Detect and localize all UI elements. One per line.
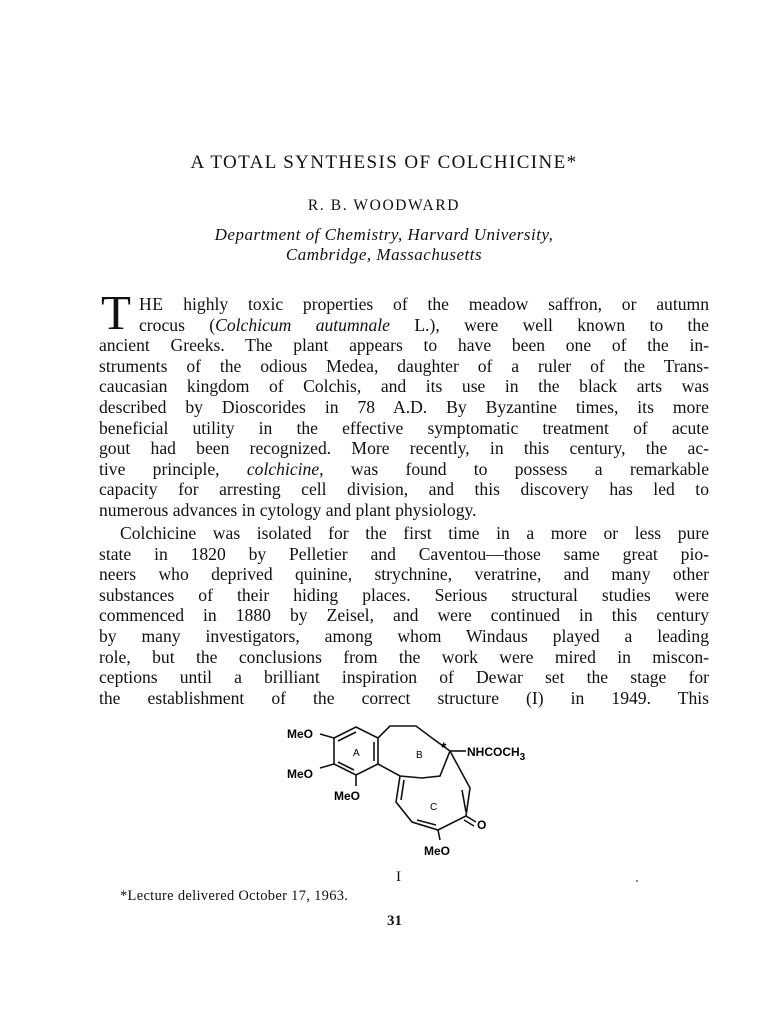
ring-a-label: A [353, 748, 360, 759]
meo-mid-bond [320, 764, 334, 768]
paragraph-1-line-10: capacity for arresting cell division, and this discovery has led to [99, 479, 709, 500]
paragraph-1-line-4: struments of the odious Medea, daughter of a ruler of the Trans- [99, 355, 709, 376]
paragraph-1-line-3: ancient Greeks. The plant appears to have been one of the in- [99, 335, 709, 356]
paragraph-1-line-8: gout had been recognized. More recently, in this century, the ac- [99, 438, 709, 459]
colchicine-structure-svg [270, 716, 526, 861]
meo-top-label: MeO [287, 727, 314, 741]
paragraph-2-line-1: Colchicine was isolated for the first time in a more or less pure [120, 523, 709, 543]
paragraph-2-line-5: commenced in 1880 by Zeisel, and were continued in this century [99, 605, 709, 626]
ring-b-outline [378, 726, 450, 778]
paragraph-1-line-1 [99, 294, 709, 315]
amide-subscript: 3 [519, 752, 526, 763]
paragraph-2-line-9: the establishment of the correct structure (I) in 1949. This [99, 687, 709, 708]
scan-speck [636, 880, 638, 882]
paragraph-1-line-5: caucasian kingdom of Colchis, and its use in the black arts was [99, 376, 709, 397]
line-9-text-a: tive principle, [99, 458, 247, 479]
meo-top-bond [320, 734, 334, 738]
paragraph-1-line-7: beneficial utility in the effective symptomatic treatment of acute [99, 417, 709, 438]
structure-bonds [320, 726, 476, 840]
figure-caption: I [396, 869, 401, 885]
compound-name: colchicine, [246, 458, 324, 479]
drop-cap: T [101, 285, 131, 340]
meo-c-bond [438, 830, 440, 840]
paper-title: A TOTAL SYNTHESIS OF COLCHICINE* [190, 152, 578, 173]
line-2-text-a: crocus ( [139, 314, 216, 335]
oxo-bond-2 [464, 820, 474, 826]
paragraph-2 [99, 523, 709, 708]
meo-c-label: MeO [424, 844, 451, 858]
page-number: 31 [387, 913, 402, 929]
paragraph-2-line-8: ceptions until a brilliant inspiration of Dewar set the stage for [99, 667, 709, 688]
paragraph-2-line-2: state in 1820 by Pelletier and Caventou—those same great pio- [99, 543, 709, 564]
author-name: R. B. WOODWARD [307, 197, 461, 214]
species-name: Colchicum autumnale [215, 314, 390, 335]
smallcaps-he: HE [139, 294, 164, 314]
meo-low-label: MeO [334, 789, 361, 803]
ring-c-label: C [430, 802, 438, 813]
paragraph-1 [99, 294, 709, 521]
paragraph-1-line-6: described by Dioscorides in 78 A.D. By Byzantine times, its more [99, 396, 709, 417]
paragraph-1-line-2 [99, 315, 709, 336]
amide-label [467, 745, 526, 763]
oxo-bond-1 [466, 816, 476, 822]
ring-a-double-3 [338, 762, 354, 770]
paragraph-2-line-4: substances of their hiding places. Serious structural studies were [99, 584, 709, 605]
oxo-label: O [477, 818, 487, 832]
ring-a-double-1 [338, 732, 356, 741]
paragraph-1-line-11: numerous advances in cytology and plant physiology. [99, 499, 477, 520]
paragraph-2-line-7: role, but the conclusions from the work were mired in miscon- [99, 646, 709, 667]
paragraph-1-line-9 [99, 459, 709, 480]
ring-c-double-1 [401, 780, 404, 800]
amide-text: NHCOCH [467, 745, 520, 759]
ring-b-label: B [416, 750, 423, 761]
meo-mid-label: MeO [287, 767, 314, 781]
stereocenter-star: * [441, 739, 447, 755]
paragraph-2-line-3: neers who deprived quinine, strychnine, veratrine, and many other [99, 564, 709, 585]
colchicine-structure-figure [270, 716, 526, 861]
affiliation-line-1: Department of Chemistry, Harvard University, [214, 225, 554, 244]
footnote: *Lecture delivered October 17, 1963. [120, 888, 349, 904]
ring-c-double-3 [462, 790, 466, 812]
paragraph-2-line-6: by many investigators, among whom Windaus played a leading [99, 625, 709, 646]
affiliation-line-2: Cambridge, Massachusetts [285, 245, 483, 264]
line-2-text-b: L.), were well known to the [389, 314, 709, 335]
ring-c-outline [396, 751, 470, 830]
line-9-text-b: was found to possess a remarkable [323, 458, 710, 479]
line-1-text: highly toxic properties of the meadow saffron, or autumn [163, 294, 709, 314]
